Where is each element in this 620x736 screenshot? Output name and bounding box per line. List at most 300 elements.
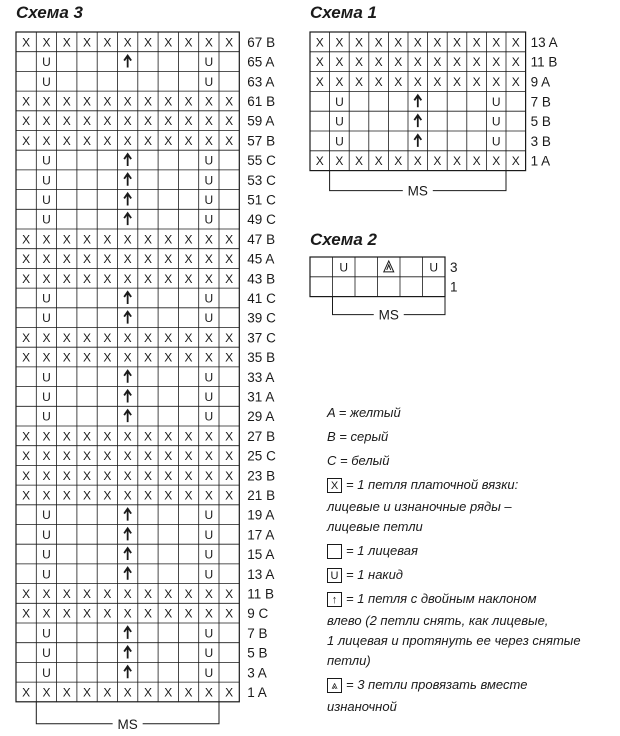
scheme3-cell-garter-x: X xyxy=(22,449,31,464)
scheme3-cell-garter-x: X xyxy=(42,586,51,601)
scheme3-cell-garter-x: X xyxy=(225,232,234,247)
scheme3-cell-garter-x: X xyxy=(103,488,112,503)
scheme3-cell-yarn-over: U xyxy=(204,508,214,523)
scheme1-cell-garter-x: X xyxy=(511,75,520,89)
scheme3-row-label: 5 B xyxy=(247,645,268,661)
scheme1-cell-garter-x: X xyxy=(315,55,324,70)
scheme3-row-label: 51 C xyxy=(247,192,276,208)
scheme3-cell-garter-x: X xyxy=(204,586,213,601)
legend-purl3-text-2: изнаночной xyxy=(327,699,397,714)
scheme3-cell-garter-x: X xyxy=(225,252,234,267)
scheme3-cell-double-decrease-arrow xyxy=(124,647,131,659)
scheme3-cell-double-decrease-arrow xyxy=(124,292,131,304)
scheme3-cell-garter-x: X xyxy=(83,586,92,601)
scheme3-cell-garter-x: X xyxy=(103,429,112,444)
scheme3-cell-yarn-over: U xyxy=(204,567,214,582)
legend-dec-text-1: = 1 петля с двойным наклоном xyxy=(346,591,537,606)
scheme3-cell-garter-x: X xyxy=(62,350,71,365)
scheme3-cell-garter-x: X xyxy=(103,350,112,365)
scheme3-cell-garter-x: X xyxy=(143,606,152,621)
legend-dec-text-4: петли) xyxy=(327,653,371,668)
scheme3-row-label: 47 B xyxy=(247,231,276,247)
scheme1-cell-garter-x: X xyxy=(374,75,383,89)
scheme3-row-label: 63 A xyxy=(247,74,275,90)
scheme2-row-label: 1 xyxy=(450,279,458,295)
scheme3-cell-garter-x: X xyxy=(22,114,31,129)
scheme3-cell-garter-x: X xyxy=(143,35,152,50)
scheme3-cell-garter-x: X xyxy=(42,488,51,503)
scheme3-cell-garter-x: X xyxy=(42,271,51,286)
scheme3-cell-yarn-over: U xyxy=(204,212,214,227)
scheme3-cell-garter-x: X xyxy=(123,449,132,464)
scheme3-row-label: 33 A xyxy=(247,369,275,385)
scheme3-cell-garter-x: X xyxy=(143,449,152,464)
scheme3-cell-garter-x: X xyxy=(164,449,173,464)
scheme3-cell-garter-x: X xyxy=(103,133,112,148)
scheme3-cell-garter-x: X xyxy=(62,429,71,444)
scheme3-cell-garter-x: X xyxy=(225,35,234,50)
scheme3-cell-garter-x: X xyxy=(123,488,132,503)
scheme3-cell-garter-x: X xyxy=(204,114,213,129)
scheme1-cell-garter-x: X xyxy=(315,35,324,50)
scheme1-cell-garter-x: X xyxy=(492,55,501,70)
scheme1-row-label: 13 A xyxy=(530,34,558,50)
scheme3-cell-garter-x: X xyxy=(184,586,193,601)
scheme3-cell-garter-x: X xyxy=(164,35,173,50)
scheme3-cell-garter-x: X xyxy=(225,114,234,129)
scheme3-cell-garter-x: X xyxy=(62,449,71,464)
scheme3-cell-garter-x: X xyxy=(164,429,173,444)
legend-purl-three xyxy=(327,677,528,693)
scheme3-cell-garter-x: X xyxy=(143,232,152,247)
scheme1-cell-garter-x: X xyxy=(413,55,422,70)
scheme3-cell-garter-x: X xyxy=(164,488,173,503)
scheme1-cell-garter-x: X xyxy=(394,154,403,169)
scheme3-cell-garter-x: X xyxy=(143,685,152,700)
scheme3-cell-garter-x: X xyxy=(204,35,213,50)
scheme3-cell-garter-x: X xyxy=(204,252,213,267)
scheme3-cell-yarn-over: U xyxy=(42,153,51,168)
scheme3-cell-garter-x: X xyxy=(143,586,152,601)
garter-x-icon: X xyxy=(327,478,342,493)
scheme1-cell-garter-x: X xyxy=(335,35,344,50)
scheme3-cell-garter-x: X xyxy=(42,133,51,148)
scheme2-row-label: 3 xyxy=(450,259,458,275)
scheme1-cell-garter-x: X xyxy=(354,35,364,50)
scheme3-cell-garter-x: X xyxy=(42,114,51,129)
scheme3-cell-yarn-over: U xyxy=(204,153,214,168)
scheme1-cell-yarn-over: U xyxy=(335,114,344,129)
scheme1-cell-garter-x: X xyxy=(472,35,481,50)
scheme1-cell-garter-x: X xyxy=(413,35,422,50)
scheme3-cell-garter-x: X xyxy=(225,685,234,700)
scheme1-cell-garter-x: X xyxy=(452,35,462,50)
scheme1-cell-garter-x: X xyxy=(433,55,442,70)
scheme3-cell-garter-x: X xyxy=(62,685,71,700)
scheme3-cell-garter-x: X xyxy=(83,449,92,464)
scheme3-cell-double-decrease-arrow xyxy=(124,528,131,540)
scheme3-cell-yarn-over: U xyxy=(42,55,51,70)
scheme3-cell-garter-x: X xyxy=(103,114,112,129)
scheme3-cell-yarn-over: U xyxy=(204,55,214,70)
empty-square-icon xyxy=(327,544,342,559)
triangle-icon: ⩓ xyxy=(327,678,342,693)
scheme3-cell-yarn-over: U xyxy=(204,547,214,562)
legend-dec-text-3: 1 лицевая и протянуть ее через снятые xyxy=(327,633,581,648)
scheme3-cell-garter-x: X xyxy=(164,94,173,109)
scheme3-cell-garter-x: X xyxy=(62,271,71,286)
legend-yo-text: = 1 накид xyxy=(346,567,403,582)
scheme3-cell-garter-x: X xyxy=(62,232,71,247)
legend-garter-text-2: лицевые и изнаночные ряды – xyxy=(327,499,512,514)
scheme1-row-label: 3 B xyxy=(530,133,551,149)
scheme3-row-label: 49 C xyxy=(247,212,276,228)
scheme3-cell-yarn-over: U xyxy=(42,173,51,188)
yarn-over-u-icon: U xyxy=(327,568,342,583)
scheme3-row-label: 59 A xyxy=(247,113,275,129)
scheme3-cell-garter-x: X xyxy=(164,685,173,700)
scheme3-cell-garter-x: X xyxy=(83,468,92,483)
scheme3-cell-garter-x: X xyxy=(42,232,51,247)
scheme1-cell-garter-x: X xyxy=(472,55,481,70)
scheme1-cell-garter-x: X xyxy=(492,75,501,89)
scheme3-cell-garter-x: X xyxy=(42,449,51,464)
scheme1-cell-garter-x: X xyxy=(354,75,364,89)
scheme3-cell-garter-x: X xyxy=(62,488,71,503)
scheme3-cell-garter-x: X xyxy=(184,685,193,700)
legend-color-b: B = серый xyxy=(327,429,389,444)
scheme3-cell-garter-x: X xyxy=(184,232,193,247)
scheme3-cell-garter-x: X xyxy=(62,586,71,601)
scheme1-cell-yarn-over: U xyxy=(491,134,501,149)
scheme3-cell-double-decrease-arrow xyxy=(124,509,131,521)
scheme3-cell-double-decrease-arrow xyxy=(124,174,131,186)
scheme3-cell-garter-x: X xyxy=(204,271,213,286)
scheme3-cell-yarn-over: U xyxy=(42,646,51,661)
scheme1-cell-garter-x: X xyxy=(335,154,344,169)
scheme1-cell-garter-x: X xyxy=(433,35,442,50)
scheme1-cell-garter-x: X xyxy=(511,154,520,169)
scheme3-cell-garter-x: X xyxy=(143,330,152,345)
scheme3-cell-yarn-over: U xyxy=(42,311,51,326)
scheme3-row-label: 15 A xyxy=(247,547,275,563)
scheme3-cell-garter-x: X xyxy=(143,468,152,483)
scheme1-cell-double-decrease-arrow xyxy=(414,115,421,127)
scheme3-cell-garter-x: X xyxy=(204,449,213,464)
scheme3-cell-garter-x: X xyxy=(42,685,51,700)
scheme3-cell-garter-x: X xyxy=(204,685,213,700)
scheme1-cell-garter-x: X xyxy=(433,75,442,89)
scheme3-row-label: 9 C xyxy=(247,606,269,622)
scheme3-cell-garter-x: X xyxy=(83,330,92,345)
legend-purl3-text-1: = 3 петли провязать вместе xyxy=(346,677,528,692)
scheme3-cell-garter-x: X xyxy=(83,133,92,148)
scheme3-cell-garter-x: X xyxy=(123,468,132,483)
scheme3-cell-garter-x: X xyxy=(204,330,213,345)
scheme3-cell-yarn-over: U xyxy=(204,173,214,188)
scheme3-cell-garter-x: X xyxy=(123,271,132,286)
scheme3-cell-garter-x: X xyxy=(83,114,92,129)
scheme3-cell-garter-x: X xyxy=(42,330,51,345)
scheme3-row-label: 67 B xyxy=(247,34,276,50)
scheme3-cell-yarn-over: U xyxy=(204,311,214,326)
scheme1-cell-garter-x: X xyxy=(394,75,403,89)
scheme3-row-label: 61 B xyxy=(247,93,276,109)
scheme3-cell-garter-x: X xyxy=(83,429,92,444)
scheme3-cell-garter-x: X xyxy=(22,606,31,621)
scheme3-cell-garter-x: X xyxy=(42,94,51,109)
scheme-2-title: Схема 2 xyxy=(310,230,377,249)
scheme3-cell-double-decrease-arrow xyxy=(124,312,131,324)
scheme3-cell-garter-x: X xyxy=(103,606,112,621)
legend-yarn-over xyxy=(327,567,403,583)
scheme3-cell-garter-x: X xyxy=(103,94,112,109)
scheme3-row-label: 65 A xyxy=(247,54,275,70)
scheme3-cell-yarn-over: U xyxy=(204,370,214,385)
scheme1-cell-garter-x: X xyxy=(413,154,422,169)
scheme1-cell-garter-x: X xyxy=(315,154,324,169)
scheme3-cell-yarn-over: U xyxy=(204,409,214,424)
scheme3-cell-garter-x: X xyxy=(184,133,193,148)
scheme1-cell-garter-x: X xyxy=(511,35,520,50)
scheme3-row-label: 27 B xyxy=(247,428,276,444)
scheme3-cell-garter-x: X xyxy=(184,94,193,109)
scheme3-row-label: 45 A xyxy=(247,251,275,267)
scheme3-cell-double-decrease-arrow xyxy=(124,568,131,580)
scheme1-cell-double-decrease-arrow xyxy=(414,95,421,107)
scheme3-cell-garter-x: X xyxy=(103,586,112,601)
legend-garter-text-3: лицевые петли xyxy=(327,519,423,534)
scheme3-cell-garter-x: X xyxy=(22,271,31,286)
scheme3-cell-garter-x: X xyxy=(103,252,112,267)
scheme3-cell-garter-x: X xyxy=(143,350,152,365)
scheme3-row-label: 39 C xyxy=(247,310,276,326)
scheme3-cell-garter-x: X xyxy=(22,350,31,365)
scheme3-row-label: 57 B xyxy=(247,133,276,149)
scheme3-cell-double-decrease-arrow xyxy=(124,371,131,383)
scheme3-row-label: 7 B xyxy=(247,625,268,641)
scheme3-cell-garter-x: X xyxy=(204,350,213,365)
scheme3-cell-double-decrease-arrow xyxy=(124,390,131,402)
scheme3-row-label: 21 B xyxy=(247,487,276,503)
scheme3-cell-double-decrease-arrow xyxy=(124,154,131,166)
scheme1-cell-garter-x: X xyxy=(472,75,481,89)
scheme3-cell-garter-x: X xyxy=(225,468,234,483)
scheme1-cell-garter-x: X xyxy=(315,75,324,89)
scheme3-cell-garter-x: X xyxy=(184,468,193,483)
scheme3-cell-garter-x: X xyxy=(204,606,213,621)
scheme3-cell-garter-x: X xyxy=(143,271,152,286)
scheme-3-title: Схема 3 xyxy=(16,3,83,22)
scheme3-cell-garter-x: X xyxy=(83,350,92,365)
scheme3-cell-garter-x: X xyxy=(62,330,71,345)
scheme3-cell-garter-x: X xyxy=(123,586,132,601)
scheme3-cell-garter-x: X xyxy=(225,133,234,148)
scheme3-cell-yarn-over: U xyxy=(204,626,214,641)
scheme3-row-label: 13 A xyxy=(247,566,275,582)
scheme3-cell-double-decrease-arrow xyxy=(124,410,131,422)
scheme3-cell-garter-x: X xyxy=(62,114,71,129)
scheme3-cell-garter-x: X xyxy=(103,271,112,286)
scheme3-cell-garter-x: X xyxy=(42,252,51,267)
scheme3-cell-garter-x: X xyxy=(83,488,92,503)
legend-knit-stitch xyxy=(327,543,418,559)
scheme3-cell-garter-x: X xyxy=(62,606,71,621)
scheme1-cell-garter-x: X xyxy=(374,154,383,169)
scheme2-ms-label: MS xyxy=(378,307,399,323)
scheme3-cell-garter-x: X xyxy=(225,488,234,503)
scheme3-cell-garter-x: X xyxy=(22,252,31,267)
scheme3-cell-garter-x: X xyxy=(83,35,92,50)
scheme3-cell-garter-x: X xyxy=(164,133,173,148)
scheme3-row-label: 23 B xyxy=(247,468,276,484)
scheme3-cell-garter-x: X xyxy=(184,606,193,621)
scheme1-cell-garter-x: X xyxy=(452,75,462,89)
scheme3-cell-garter-x: X xyxy=(225,350,234,365)
scheme3-cell-garter-x: X xyxy=(42,350,51,365)
scheme3-cell-double-decrease-arrow xyxy=(124,627,131,639)
scheme1-cell-garter-x: X xyxy=(394,55,403,70)
scheme3-cell-garter-x: X xyxy=(164,271,173,286)
scheme3-cell-garter-x: X xyxy=(103,449,112,464)
scheme3-cell-garter-x: X xyxy=(83,232,92,247)
scheme3-row-label: 43 B xyxy=(247,271,276,287)
scheme1-cell-garter-x: X xyxy=(511,55,520,70)
scheme3-cell-garter-x: X xyxy=(184,271,193,286)
scheme3-cell-yarn-over: U xyxy=(42,192,51,207)
scheme3-cell-garter-x: X xyxy=(123,606,132,621)
scheme3-cell-garter-x: X xyxy=(22,468,31,483)
legend-dec-text-2: влево (2 петли снять, как лицевые, xyxy=(327,613,549,628)
scheme3-cell-garter-x: X xyxy=(22,488,31,503)
scheme3-cell-garter-x: X xyxy=(123,330,132,345)
scheme3-cell-garter-x: X xyxy=(42,468,51,483)
scheme1-cell-double-decrease-arrow xyxy=(414,135,421,147)
scheme2-cell-purl3-triangle xyxy=(384,261,394,272)
scheme3-cell-double-decrease-arrow xyxy=(124,213,131,225)
scheme3-cell-garter-x: X xyxy=(123,232,132,247)
scheme3-cell-garter-x: X xyxy=(22,232,31,247)
scheme3-cell-garter-x: X xyxy=(204,429,213,444)
scheme3-cell-yarn-over: U xyxy=(42,547,51,562)
scheme1-cell-yarn-over: U xyxy=(335,94,344,109)
scheme3-cell-garter-x: X xyxy=(83,252,92,267)
scheme3-cell-garter-x: X xyxy=(22,133,31,148)
scheme3-cell-garter-x: X xyxy=(123,114,132,129)
scheme3-cell-garter-x: X xyxy=(204,94,213,109)
scheme3-row-label: 11 B xyxy=(247,586,275,602)
scheme3-cell-yarn-over: U xyxy=(42,370,51,385)
scheme3-cell-garter-x: X xyxy=(103,35,112,50)
scheme3-row-label: 17 A xyxy=(247,527,275,543)
scheme1-row-label: 11 B xyxy=(530,54,558,70)
scheme3-cell-garter-x: X xyxy=(22,330,31,345)
scheme3-row-label: 35 B xyxy=(247,350,276,366)
scheme3-cell-garter-x: X xyxy=(83,271,92,286)
scheme3-cell-garter-x: X xyxy=(42,606,51,621)
scheme3-cell-yarn-over: U xyxy=(42,212,51,227)
scheme3-cell-yarn-over: U xyxy=(204,527,214,542)
scheme3-cell-yarn-over: U xyxy=(204,646,214,661)
scheme3-row-label: 53 C xyxy=(247,172,276,188)
legend-knit-text: = 1 лицевая xyxy=(346,543,418,558)
scheme3-cell-yarn-over: U xyxy=(204,192,214,207)
scheme3-cell-garter-x: X xyxy=(184,488,193,503)
scheme3-row-label: 37 C xyxy=(247,330,276,346)
scheme3-row-label: 19 A xyxy=(247,507,275,523)
scheme3-cell-garter-x: X xyxy=(204,468,213,483)
scheme3-cell-double-decrease-arrow xyxy=(124,193,131,205)
scheme1-cell-garter-x: X xyxy=(452,55,462,70)
scheme1-cell-garter-x: X xyxy=(374,35,383,50)
scheme3-cell-garter-x: X xyxy=(225,94,234,109)
scheme3-cell-garter-x: X xyxy=(143,488,152,503)
scheme3-cell-garter-x: X xyxy=(164,468,173,483)
scheme3-cell-garter-x: X xyxy=(164,232,173,247)
scheme3-cell-garter-x: X xyxy=(123,35,132,50)
scheme1-cell-garter-x: X xyxy=(354,154,364,169)
scheme3-cell-garter-x: X xyxy=(225,271,234,286)
scheme3-cell-yarn-over: U xyxy=(42,389,51,404)
scheme3-cell-yarn-over: U xyxy=(204,665,214,680)
scheme3-cell-yarn-over: U xyxy=(42,527,51,542)
scheme3-cell-yarn-over: U xyxy=(42,626,51,641)
scheme1-cell-garter-x: X xyxy=(492,35,501,50)
scheme1-cell-yarn-over: U xyxy=(491,94,501,109)
scheme3-cell-garter-x: X xyxy=(184,114,193,129)
scheme3-cell-garter-x: X xyxy=(42,429,51,444)
scheme3-cell-garter-x: X xyxy=(123,350,132,365)
scheme3-cell-garter-x: X xyxy=(123,133,132,148)
scheme3-cell-yarn-over: U xyxy=(42,74,51,89)
scheme3-cell-yarn-over: U xyxy=(42,567,51,582)
legend-color-c: C = белый xyxy=(327,453,390,468)
scheme2-cell-yarn-over: U xyxy=(429,260,439,275)
scheme3-cell-garter-x: X xyxy=(62,252,71,267)
scheme3-cell-garter-x: X xyxy=(143,133,152,148)
scheme3-cell-yarn-over: U xyxy=(42,665,51,680)
scheme3-cell-garter-x: X xyxy=(164,606,173,621)
scheme3-row-label: 41 C xyxy=(247,290,276,306)
scheme3-cell-garter-x: X xyxy=(22,685,31,700)
scheme1-row-label: 5 B xyxy=(530,114,551,130)
scheme1-cell-garter-x: X xyxy=(433,154,442,169)
scheme3-cell-yarn-over: U xyxy=(204,291,214,306)
scheme3-cell-garter-x: X xyxy=(204,488,213,503)
scheme3-cell-garter-x: X xyxy=(83,685,92,700)
scheme3-cell-garter-x: X xyxy=(62,94,71,109)
scheme3-cell-garter-x: X xyxy=(225,586,234,601)
scheme3-cell-garter-x: X xyxy=(62,468,71,483)
scheme1-row-label: 7 B xyxy=(530,94,551,110)
scheme3-cell-garter-x: X xyxy=(164,586,173,601)
scheme1-ms-label: MS xyxy=(407,183,428,199)
scheme1-cell-yarn-over: U xyxy=(335,134,344,149)
scheme3-cell-garter-x: X xyxy=(164,330,173,345)
scheme3-cell-garter-x: X xyxy=(83,94,92,109)
scheme3-cell-garter-x: X xyxy=(103,232,112,247)
scheme3-cell-garter-x: X xyxy=(22,586,31,601)
scheme3-row-label: 3 A xyxy=(247,665,267,681)
scheme-1-title: Схема 1 xyxy=(310,3,377,22)
scheme3-cell-garter-x: X xyxy=(22,35,31,50)
scheme1-cell-garter-x: X xyxy=(354,55,364,70)
scheme3-cell-garter-x: X xyxy=(62,133,71,148)
scheme3-cell-garter-x: X xyxy=(123,94,132,109)
scheme3-cell-garter-x: X xyxy=(143,252,152,267)
legend-garter-stitch xyxy=(327,477,518,493)
scheme3-cell-yarn-over: U xyxy=(204,74,214,89)
